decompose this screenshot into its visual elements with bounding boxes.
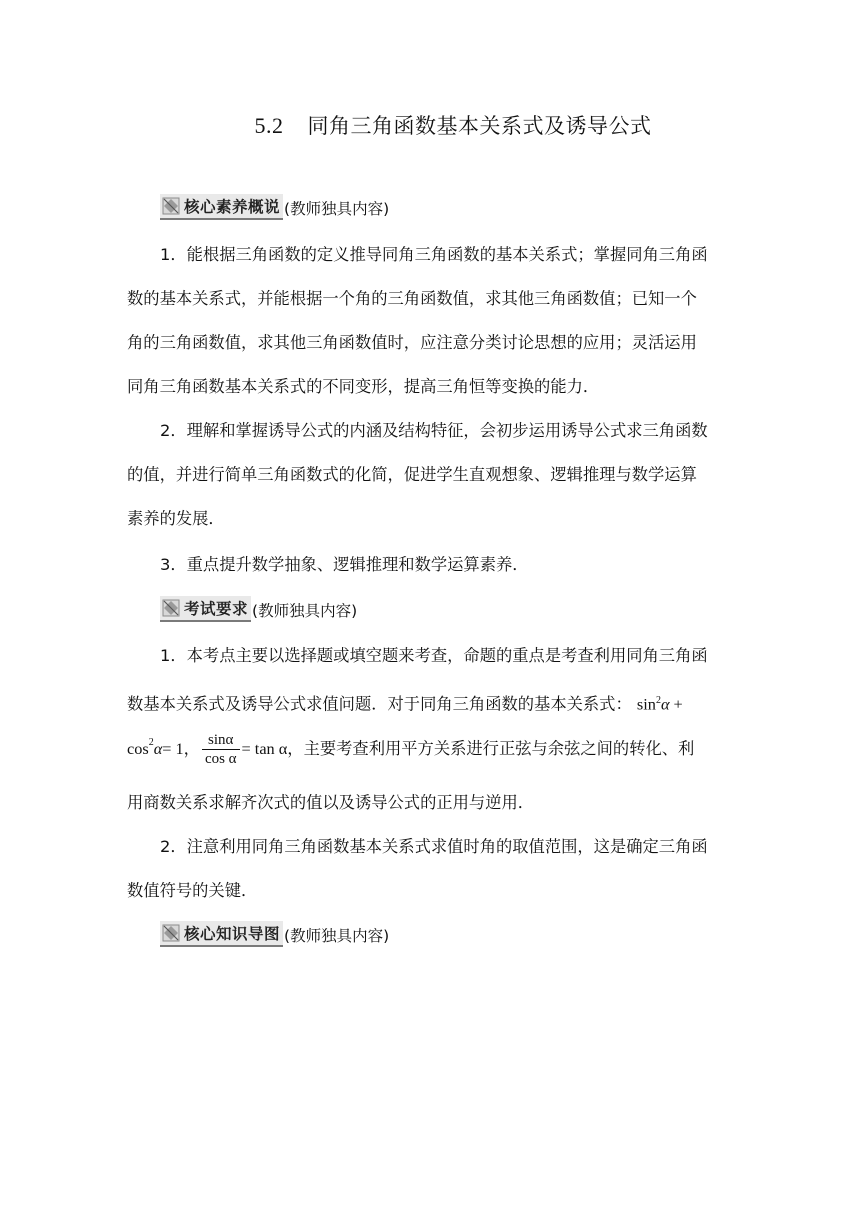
section-label: 核心知识导图 [184,925,281,943]
paragraph-line: 数的基本关系式，并能根据一个角的三角函数值，求其他三角函数值；已知一个 [127,289,697,308]
diamond-icon [162,599,180,617]
section-badge [160,194,283,220]
math-superscript: 2 [655,695,661,706]
paragraph-line: 用商数关系求解齐次式的值以及诱导公式的正用与逆用． [127,793,535,812]
diamond-icon [162,924,180,942]
section-label: 核心素养概说 [184,198,281,216]
paragraph-line: 同角三角函数基本关系式的不同变形，提高三角恒等变换的能力． [127,377,600,396]
math-alpha: α [660,694,670,714]
math-cos: cos [127,739,149,758]
paragraph-line: 2．注意利用同角三角函数基本关系式求值时角的取值范围，这是确定三角函 [160,837,708,856]
section-note: (教师独具内容) [252,602,358,620]
section-badge [160,596,251,622]
line-text: 主要考查利用平方关系进行正弦与余弦之间的转化、利 [303,739,695,758]
section-note: (教师独具内容) [284,200,390,218]
math-sin: sin [636,694,656,714]
paragraph-line: 的值，并进行简单三角函数式的化简，促进学生直观想象、逻辑推理与数学运算 [127,465,697,484]
section-badge [160,921,283,947]
fraction-sin-over-cos [202,731,240,768]
paragraph-line: 1．能根据三角函数的定义推导同角三角函数的基本关系式；掌握同角三角函 [160,245,708,264]
section-number: 5.2 [254,113,284,138]
math-plus: + [669,694,683,714]
paragraph-line: 3．重点提升数学抽象、逻辑推理和数学运算素养． [160,555,529,574]
section-label: 考试要求 [184,600,249,618]
paragraph-line: 1．本考点主要以选择题或填空题来考查，命题的重点是考查利用同角三角函 [160,646,708,665]
section-header-knowledge-map [160,919,389,947]
paragraph-line: 2．理解和掌握诱导公式的内涵及结构特征，会初步运用诱导公式求三角函数 [160,421,708,440]
section-header-core-literacy [160,192,389,220]
math-equals-tan: = tan α， [241,739,304,758]
page-title [0,110,860,140]
title-text: 同角三角函数基本关系式及诱导公式 [307,114,652,138]
fraction-denominator: cos α [204,750,237,767]
math-equals-one: = 1， [162,739,200,758]
math-alpha: α [153,739,163,758]
line-text: 数基本关系式及诱导公式求值问题．对于同角三角函数的基本关系式： [127,694,632,714]
section-header-exam-requirements [160,594,357,622]
math-superscript: 2 [148,737,154,748]
paragraph-line [127,691,683,714]
formula-line [127,727,694,771]
diamond-icon [162,197,180,215]
section-note: (教师独具内容) [284,927,390,945]
fraction-numerator: sinα [202,731,240,750]
paragraph-line: 数值符号的关键． [127,881,258,900]
paragraph-line: 素养的发展． [127,509,225,528]
paragraph-line: 角的三角函数值，求其他三角函数值时，应注意分类讨论思想的应用；灵活运用 [127,333,697,352]
